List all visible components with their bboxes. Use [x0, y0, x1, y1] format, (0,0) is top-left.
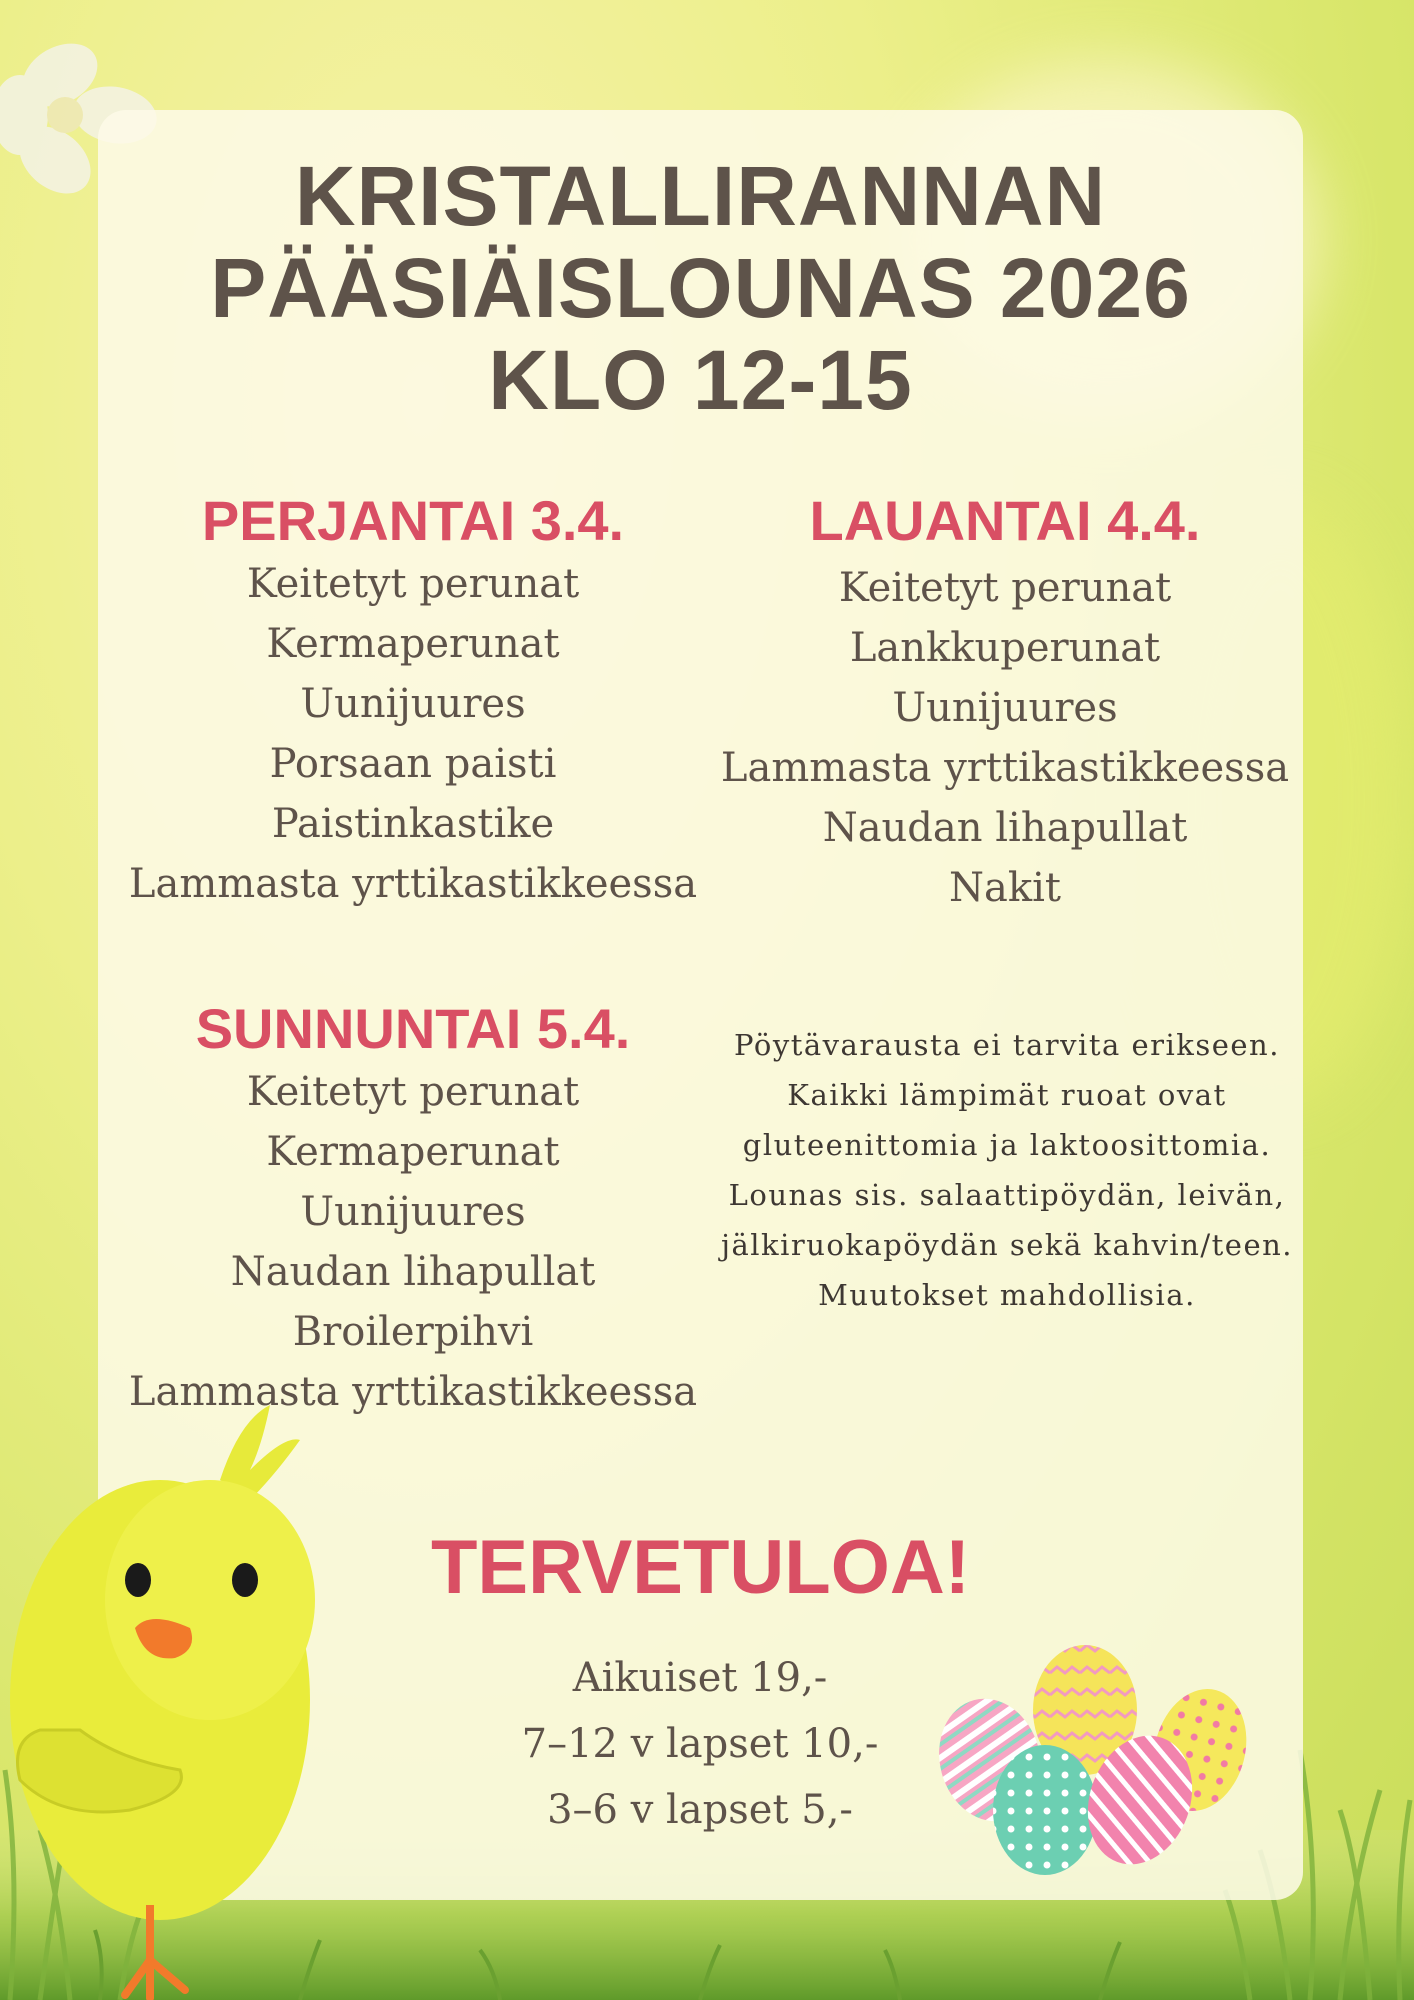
price-item: Aikuiset 19,- [572, 1655, 828, 1701]
menu-item: Keitetyt perunat [246, 561, 580, 607]
info-paragraph: Muutokset mahdollisia. [818, 1278, 1196, 1312]
title-line: KLO 12-15 [488, 333, 913, 427]
menu-list [98, 1062, 728, 1422]
page-title [98, 150, 1303, 426]
title-line: KRISTALLIRANNAN [294, 149, 1107, 243]
menu-item: Keitetyt perunat [838, 565, 1172, 611]
menu-item: Porsaan paisti [269, 741, 557, 787]
menu-item: Broilerpihvi [292, 1309, 534, 1355]
day-heading: PERJANTAI 3.4. [201, 489, 625, 552]
chick-icon [0, 1400, 320, 2000]
menu-item: Uunijuures [300, 681, 526, 727]
friday-menu [98, 488, 728, 914]
menu-item: Lammasta yrttikastikkeessa [128, 861, 698, 907]
menu-item: Naudan lihapullat [230, 1249, 596, 1295]
menu-item: Uunijuures [300, 1189, 526, 1235]
day-heading: LAUANTAI 4.4. [809, 489, 1201, 552]
info-paragraph: Pöytävarausta ei tarvita erikseen. Kaikki lämpimät ruoat ovat gluteenittomia ja laktoosittomia. [734, 1028, 1280, 1162]
menu-list [705, 558, 1305, 918]
saturday-menu [705, 488, 1305, 918]
info-text [712, 1020, 1302, 1320]
title-line: PÄÄSIÄISLOUNAS 2026 [210, 241, 1191, 335]
info-paragraph: Lounas sis. salaattipöydän, leivän, jälkiruokapöydän sekä kahvin/teen. [720, 1178, 1294, 1262]
day-heading: SUNNUNTAI 5.4. [195, 997, 631, 1060]
menu-item: Paistinkastike [271, 801, 555, 847]
menu-item: Naudan lihapullat [822, 805, 1188, 851]
price-item: 3–6 v lapset 5,- [547, 1787, 853, 1833]
menu-item: Keitetyt perunat [246, 1069, 580, 1115]
menu-item: Nakit [949, 865, 1061, 911]
menu-list [98, 554, 728, 914]
menu-item: Lammasta yrttikastikkeessa [128, 1369, 698, 1415]
menu-item: Kermaperunat [266, 621, 560, 667]
menu-item: Uunijuures [892, 685, 1118, 731]
menu-item: Lammasta yrttikastikkeessa [720, 745, 1290, 791]
menu-item: Lankkuperunat [849, 625, 1161, 671]
price-list [420, 1645, 980, 1843]
sunday-menu [98, 996, 728, 1422]
welcome-heading: TERVETULOA! [430, 1525, 971, 1610]
menu-item: Kermaperunat [266, 1129, 560, 1175]
easter-eggs-icon [930, 1640, 1250, 1880]
price-item: 7–12 v lapset 10,- [521, 1721, 879, 1767]
